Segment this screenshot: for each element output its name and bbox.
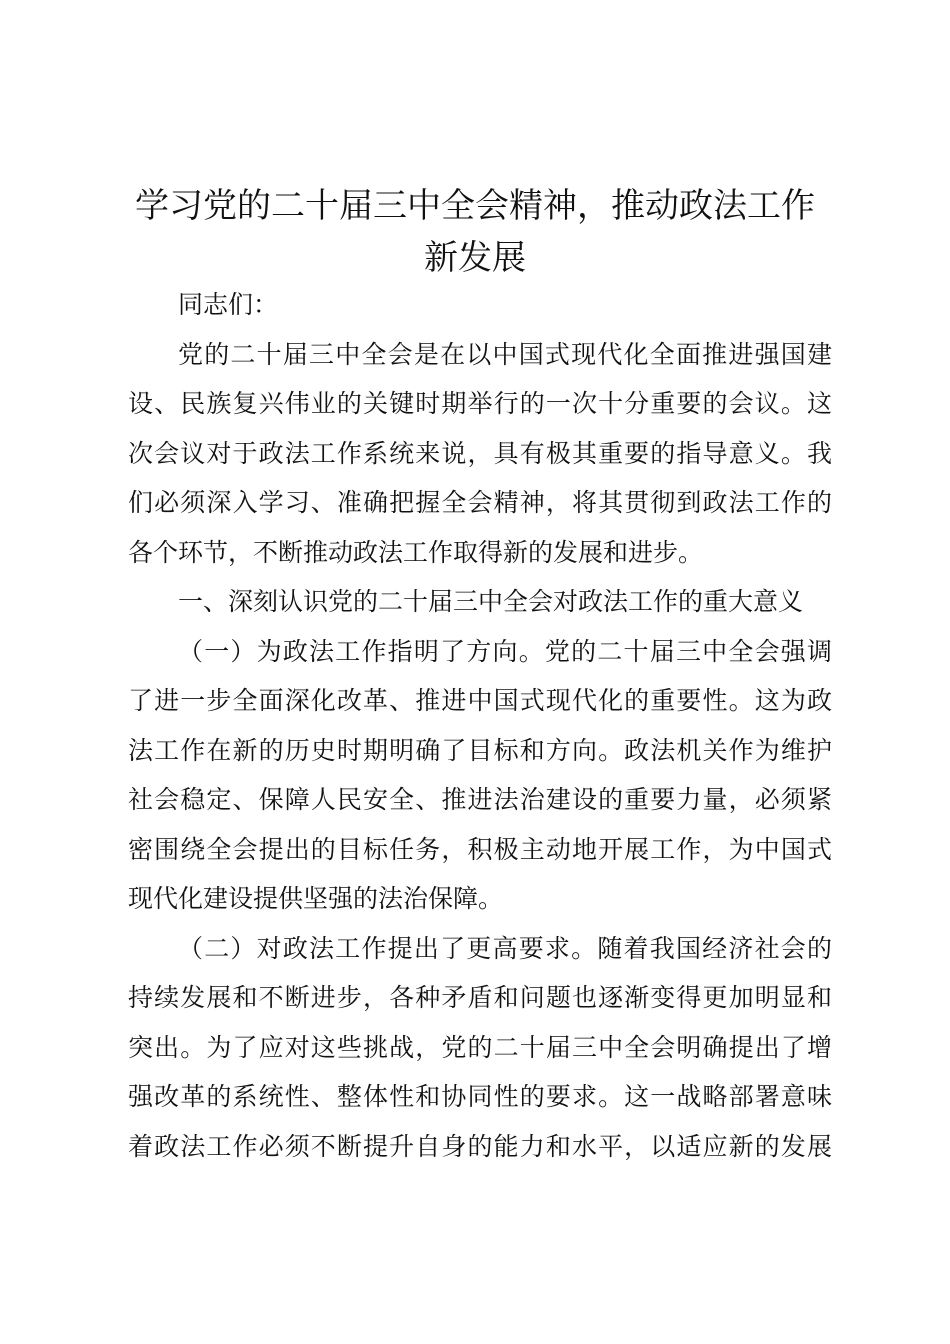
title-line-2: 新发展 — [424, 238, 526, 278]
paragraph-line: （一）为政法工作指明了方向。党的二十届三中全会强调 — [178, 636, 832, 666]
document-body — [128, 280, 832, 1171]
paragraph-line: 持续发展和不断进步，各种矛盾和问题也逐渐变得更加明显和 — [128, 983, 832, 1012]
paragraph-line: 设、民族复兴伟业的关键时期举行的一次十分重要的会议。这 — [128, 389, 832, 418]
paragraph-line: 各个环节，不断推动政法工作取得新的发展和进步。 — [128, 537, 704, 567]
section-heading-1 — [128, 577, 832, 627]
paragraph-line: 党的二十届三中全会是在以中国式现代化全面推进强国建 — [178, 339, 832, 369]
paragraph-line: 次会议对于政法工作系统来说，具有极其重要的指导意义。我 — [128, 438, 832, 468]
document-title — [100, 180, 850, 284]
paragraph-line: 突出。为了应对这些挑战，党的二十届三中全会明确提出了增 — [128, 1032, 832, 1062]
greeting: 同志们： — [178, 290, 279, 319]
paragraph-line: 了进一步全面深化改革、推进中国式现代化的重要性。这为政 — [128, 686, 832, 715]
paragraph-point-2 — [128, 924, 832, 1172]
paragraph-line: 们必须深入学习、准确把握全会精神，将其贯彻到政法工作的 — [128, 488, 832, 517]
paragraph-line: 着政法工作必须不断提升自身的能力和水平，以适应新的发展 — [128, 1131, 832, 1161]
paragraph-line: 强改革的系统性、整体性和协同性的要求。这一战略部署意味 — [128, 1082, 832, 1111]
section-heading-text: 一、深刻认识党的二十届三中全会对政法工作的重大意义 — [178, 587, 804, 616]
paragraph-line: 现代化建设提供坚强的法治保障。 — [128, 884, 504, 913]
paragraph-line: 密围绕全会提出的目标任务，积极主动地开展工作，为中国式 — [128, 834, 832, 864]
paragraph-line: （二）对政法工作提出了更高要求。随着我国经济社会的 — [178, 933, 832, 963]
paragraph-intro — [128, 330, 832, 578]
paragraph-line: 社会稳定、保障人民安全、推进法治建设的重要力量，必须紧 — [128, 785, 832, 814]
title-line-1: 学习党的二十届三中全会精神，推动政法工作 — [135, 186, 815, 226]
paragraph-line: 法工作在新的历史时期明确了目标和方向。政法机关作为维护 — [128, 735, 832, 765]
paragraph-point-1 — [128, 627, 832, 924]
